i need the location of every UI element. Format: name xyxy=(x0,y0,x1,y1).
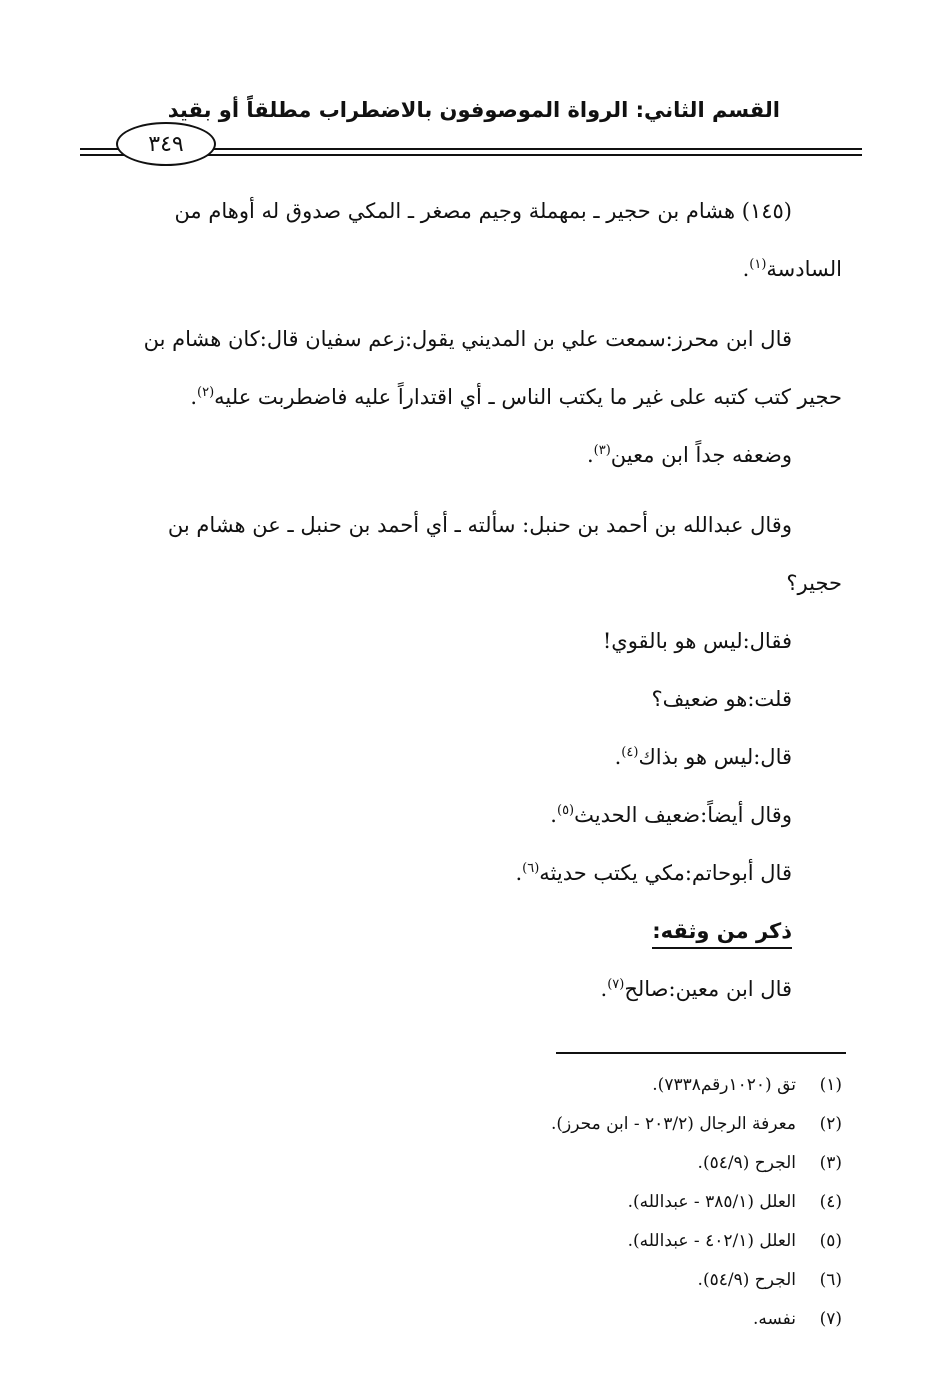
quote-5-text: قال أبوحاتم:مكي يكتب حديثه xyxy=(539,861,792,885)
quote-5: قال أبوحاتم:مكي يكتب حديثه$^{(٦)}$. xyxy=(515,861,792,885)
footnote-item xyxy=(242,1105,842,1144)
paragraph-1-line-2-text: حجير كتب كتبه على غير ما يكتب الناس ـ أي اقتداراً عليه فاضطربت عليه xyxy=(214,385,842,409)
paragraph-3-line-2: حجير؟ xyxy=(786,571,842,595)
footnote-number: (٥) xyxy=(819,1231,842,1251)
footnotes xyxy=(242,1066,842,1339)
footnote-number: (٢) xyxy=(819,1114,842,1134)
footnote-item xyxy=(242,1261,842,1300)
footnote-text: العلل (٣٨٥/١ - عبدالله). xyxy=(627,1192,796,1212)
footnote-item xyxy=(242,1300,842,1339)
footnote-number: (٦) xyxy=(819,1270,842,1290)
quote-6: قال ابن معين:صالح$^{(٧)}$. xyxy=(600,977,792,1001)
footnote-number: (٧) xyxy=(819,1309,842,1329)
footnote-text: تق (١٠٢٠رقم٧٣٣٨). xyxy=(652,1075,796,1095)
quote-3-text: قال:ليس هو بذاك xyxy=(638,745,792,769)
footnote-text: الجرح (٥٤/٩). xyxy=(697,1270,796,1290)
footnote-number: (١) xyxy=(819,1075,842,1095)
footnote-item xyxy=(242,1222,842,1261)
footnote-ref-4[interactable]: (٤) xyxy=(621,745,639,760)
page-number: ٣٤٩ xyxy=(116,122,216,166)
footnote-item xyxy=(242,1144,842,1183)
footnote-number: (٣) xyxy=(819,1153,842,1173)
footnote-ref-7[interactable]: (٧) xyxy=(607,977,625,992)
quote-6-text: قال ابن معين:صالح xyxy=(624,977,792,1001)
paragraph-1-line-1: قال ابن محرز:سمعت علي بن المديني يقول:زعم سفيان قال:كان هشام بن xyxy=(143,327,792,351)
paragraph-3-line-1: وقال عبدالله بن أحمد بن حنبل: سألته ـ أي أحمد بن حنبل ـ عن هشام بن xyxy=(167,513,792,537)
footnote-separator xyxy=(556,1052,846,1054)
footnote-ref-3[interactable]: (٣) xyxy=(593,443,611,458)
running-header-title: القسم الثاني: الرواة الموصوفون بالاضطراب مطلقاً أو بقيد xyxy=(167,98,780,122)
paragraph-1-line-2: حجير كتب كتبه على غير ما يكتب الناس ـ أي اقتداراً عليه فاضطربت عليه$^{(٢)}$. xyxy=(190,385,842,409)
footnote-text: نفسه. xyxy=(752,1309,796,1329)
quote-2: قلت:هو ضعيف؟ xyxy=(651,687,792,711)
footnote-ref-2[interactable]: (٢) xyxy=(197,385,215,400)
quote-4: وقال أيضاً:ضعيف الحديث$^{(٥)}$. xyxy=(550,803,792,827)
section-heading xyxy=(94,902,842,960)
footnote-ref-5[interactable]: (٥) xyxy=(556,803,575,818)
entry-line-2-text: السادسة xyxy=(766,257,842,281)
quote-1: فقال:ليس هو بالقوي! xyxy=(602,629,792,653)
footnote-ref-6[interactable]: (٦) xyxy=(522,861,540,876)
footnote-ref-1[interactable]: (١) xyxy=(749,257,767,272)
entry-line-1: (١٤٥) هشام بن حجير ـ بمهملة وجيم مصغر ـ المكي صدوق له أوهام من xyxy=(174,199,792,223)
section-heading-text: ذكر من وثقه: xyxy=(652,919,792,949)
footnote-number: (٤) xyxy=(819,1192,842,1212)
paragraph-2: وضعفه جداً ابن معين$^{(٣)}$. xyxy=(586,443,792,467)
main-text xyxy=(94,182,842,1018)
footnote-text: العلل (٤٠٢/١ - عبدالله). xyxy=(627,1231,796,1251)
footnote-item xyxy=(242,1183,842,1222)
footnote-text: معرفة الرجال (٢٠٣/٢ - ابن محرز). xyxy=(550,1114,796,1134)
paragraph-2-text: وضعفه جداً ابن معين xyxy=(610,443,792,467)
footnote-text: الجرح (٥٤/٩). xyxy=(697,1153,796,1173)
footnote-item xyxy=(242,1066,842,1105)
quote-3: قال:ليس هو بذاك$^{(٤)}$. xyxy=(614,745,792,769)
entry-line-2: السادسة$^{(١)}$. xyxy=(742,257,842,281)
quote-4-text: وقال أيضاً:ضعيف الحديث xyxy=(574,803,792,827)
